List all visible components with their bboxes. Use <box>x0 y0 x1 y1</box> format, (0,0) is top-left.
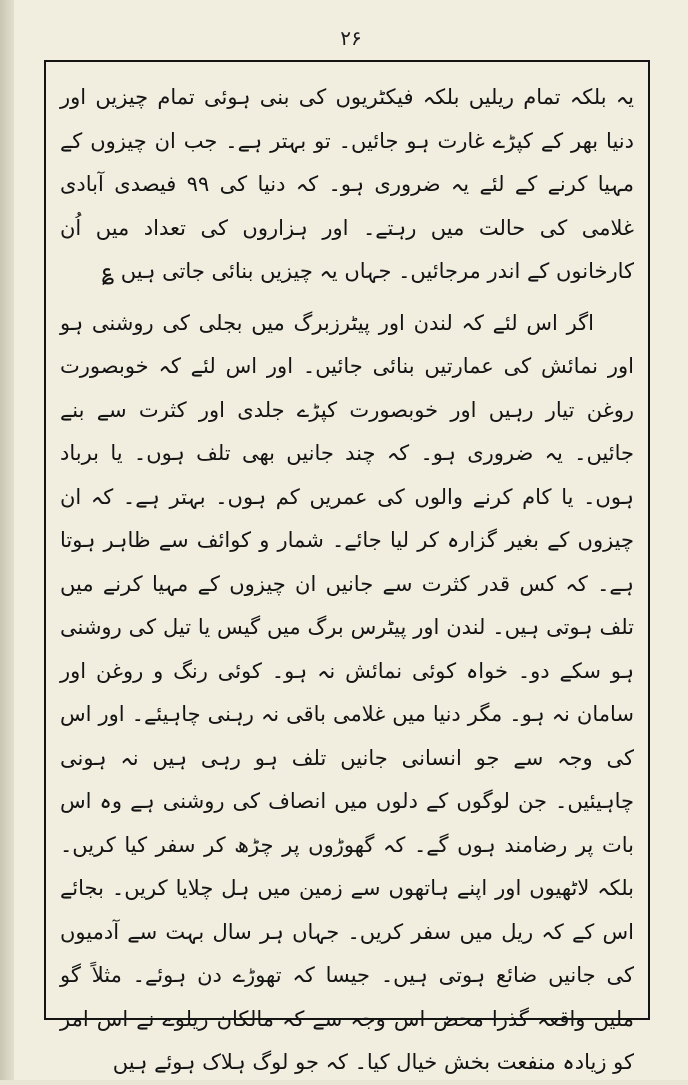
page-number: ۲۶ <box>340 26 362 50</box>
paragraph-1: یہ بلکہ تمام ریلیں بلکہ فیکٹریوں کی بنی ہوئی تمام چیزیں اور دنیا بھر کے کپڑے غارت ہو جائیں۔ تو بہتر ہے۔ جب ان چیزوں کے مہیا کرنے کے لئے یہ ضروری ہو۔ کہ دنیا کی ۹۹ فیصدی آبادی غلامی کی حالت میں رہتے۔ اور ہزاروں کی تعداد میں اُن کارخانوں کے اندر مرجائیں۔ جہاں یہ چیزیں بنائی جاتی ہیں ؏ <box>60 85 634 283</box>
text-frame <box>44 60 650 1074</box>
paragraph-2: اگر اس لئے کہ لندن اور پیٹرزبرگ میں بجلی کی روشنی ہو اور نمائش کی عمارتیں بنائی جائیں۔ اور اس لئے کہ خوبصورت روغن تیار رہیں اور خوبصورت کپڑے جلدی اور کثرت سے بنے جائیں۔ یہ ضروری ہو۔ کہ چند جانیں بھی تلف ہوں۔ یا برباد ہوں۔ یا کام کرنے والوں کی عمریں کم ہوں۔ بہتر ہے۔ کہ ان چیزوں کے بغیر گزارہ کر لیا جائے۔ شمار و کوائف سے ظاہر ہوتا ہے۔ کہ کس قدر کثرت سے جانیں ان چیزوں کے مہیا کرنے میں تلف ہوتی ہیں۔ لندن اور پیٹرس برگ میں گیس یا تیل کی روشنی ہو سکے دو۔ خواہ کوئی نمائش نہ ہو۔ کوئی رنگ و روغن اور سامان نہ ہو۔ مگر دنیا میں غلامی باقی نہ رہنی چاہیئے۔ اور اس کی وجہ سے جو انسانی جانیں تلف ہو رہی ہیں نہ ہونی چاہیئیں۔ جن لوگوں کے دلوں میں انصاف کی روشنی ہے وہ اس بات پر رضامند ہوں گے۔ کہ گھوڑوں پر چڑھ کر سفر کیا کریں۔ بلکہ لاٹھیوں اور اپنے ہاتھوں سے زمین میں ہل چلایا کریں۔ بجائے اس کے کہ ریل میں سفر کریں۔ جہاں ہر سال بہت سے آدمیوں کی جانیں ضائع ہوتی ہیں۔ جیسا کہ تھوڑے دن ہوئے۔ مثلاً گو ملیں واقعہ گذرا محض اس وجہ سے کہ مالکان ریلوے نے اس امر کو زیادہ منفعت بخش خیال کیا۔ کہ جو لوگ ہلاک ہوئے ہیں <box>60 310 634 1074</box>
book-binding-edge <box>0 0 14 1080</box>
book-page <box>14 0 688 1080</box>
body-text <box>60 76 634 1085</box>
